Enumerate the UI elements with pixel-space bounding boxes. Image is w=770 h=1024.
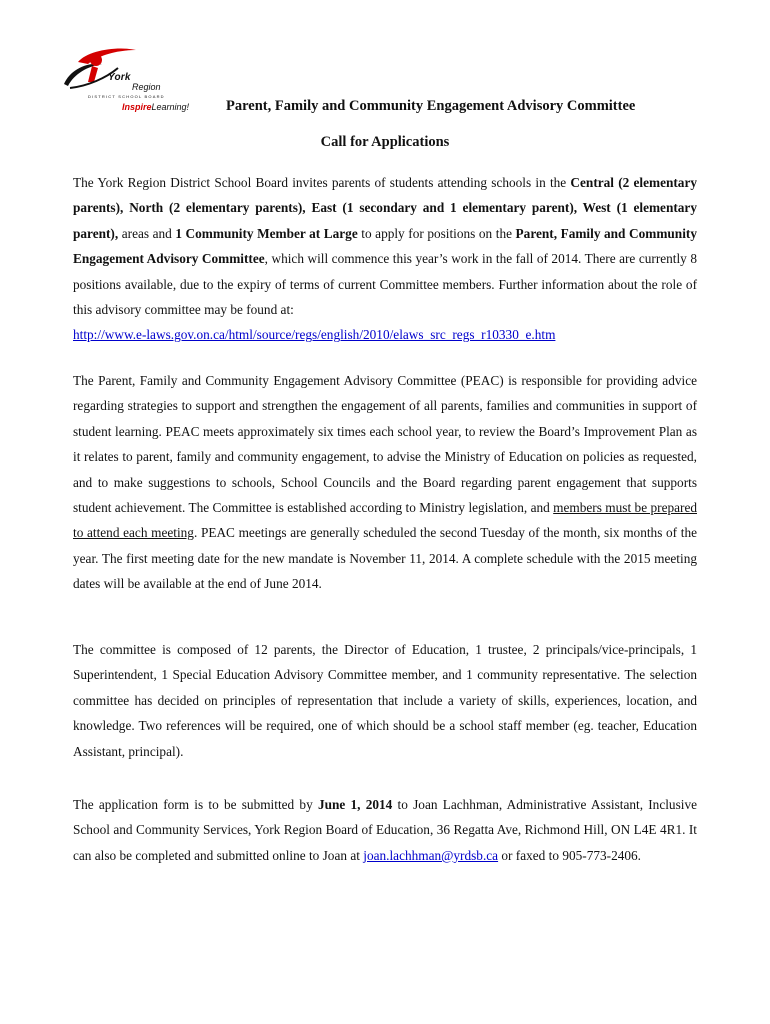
submission-paragraph: The application form is to be submitted by June 1, 2014 to Joan Lachhman, Administrative Assistant, Inclusive School and Community Services, York Region Board of Education, 36 Regatta Ave, Richmond Hill, ON L4E 4R1. It can also be completed and submitted online to Joan at joan.lachhman@yrdsb.ca or faxed to 905-773-2406. [73,797,697,863]
areas-bold: Central (2 elementary parents), North (2 elementary parents), East (1 secondary and 1 elementary parent), West (1 elementary parent), [73,175,698,241]
elaws-link[interactable]: http://www.e-laws.gov.on.ca/html/source/regs/english/2010/elaws_src_regs_r10330_e.htm [73,327,556,343]
attendance-requirement: members must be prepared to attend each meeting [73,500,697,541]
logo-york-text: York [108,72,131,83]
logo-swoosh-icon [58,42,148,102]
community-member-bold: 1 Community Member at Large [175,225,358,241]
email-link[interactable]: joan.lachhman@yrdsb.ca [363,847,499,863]
logo-region-text: Region [132,82,161,92]
logo-board-text: DISTRICT SCHOOL BOARD [88,94,165,99]
page-title: Parent, Family and Community Engagement Advisory Committee [226,98,636,114]
committee-name-bold: Parent, Family and Community Engagement Advisory Committee [73,225,697,267]
page-subtitle: Call for Applications [320,134,450,150]
composition-paragraph: The committee is composed of 12 parents, the Director of Education, 1 trustee, 2 principals/vice-principals, 1 Superintendent, 1 Special Education Advisory Committee member, and 1 community representative. The selection committee has decided on principles of representation that include a variety of skills, experiences, location, and knowledge. Two references will be required, one of which should be a school staff member (eg. teacher, Education Assistant, principal). [73,642,697,759]
role-paragraph: The Parent, Family and Community Engagement Advisory Committee (PEAC) is responsible for providing advice regarding strategies to support and strengthen the engagement of all parents, families and communities in support of student learning. PEAC meets approximately six times each school year, to review the Board’s Improvement Plan as it relates to parent, family and community engagement, to advise the Ministry of Education on policies as requested, and to make suggestions to schools, School Councils and the Board regarding parent engagement that supports student achievement. The Committee is established according to Ministry legislation, and members must be prepared to attend each meeting. PEAC meetings are generally scheduled the second Tuesday of the month, six months of the year. The first meeting date for the new mandate is November 11, 2014. A complete schedule with the 2015 meeting dates will be available at the end of June 2014. [73,373,697,592]
logo-tagline: InspireLearning! [122,102,190,112]
intro-paragraph: The York Region District School Board invites parents of students attending schools in the Central (2 elementary parents), North (2 elementary parents), East (1 secondary and 1 elementary parent), West (1 elementary parent), areas and 1 Community Member at Large to apply for positions on the Parent, Family and Community Engagement Advisory Committee, which will commence this year’s work in the fall of 2014. There are currently 8 positions available, due to the expiry of terms of current Committee members. Further information about the role of this advisory committee may be found at: http://www.e-laws.gov.on.ca/html/source/regs/english/2010/elaws_src_regs_r10330_e.htm [73,175,698,343]
deadline-bold: June 1, 2014 [317,797,393,812]
